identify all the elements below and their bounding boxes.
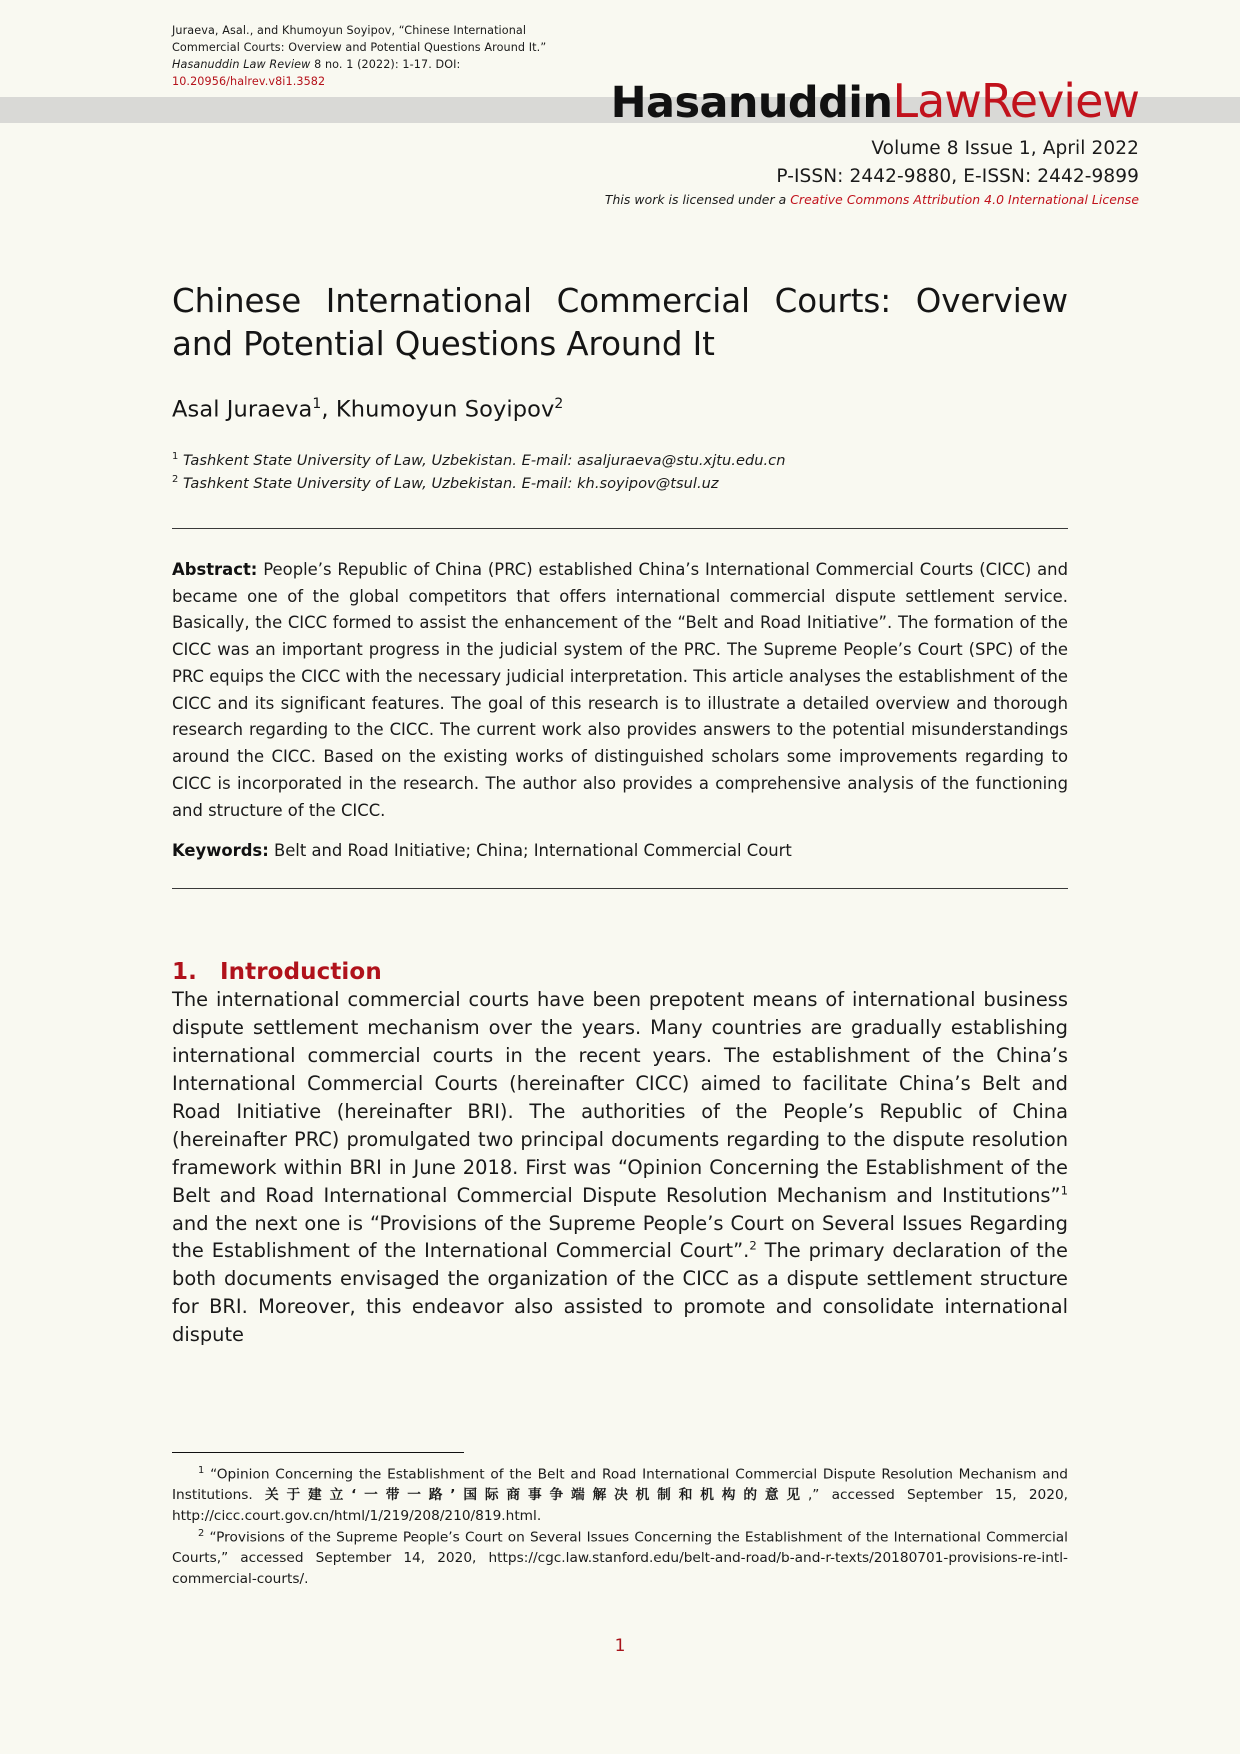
- issue-line: Volume 8 Issue 1, April 2022: [871, 138, 1139, 159]
- footnote-marker-1: 1: [198, 1465, 205, 1476]
- footnote-separator-rule: [172, 1452, 464, 1453]
- abstract-label: Abstract:: [172, 560, 258, 579]
- keywords-block: [172, 838, 1068, 864]
- footnote-item-1: [172, 1464, 1068, 1527]
- citation-line-1: Juraeva, Asal., and Khumoyun Soyipov, “Chinese International Commercial: [172, 24, 527, 55]
- citation-line-2-plain: Courts: Overview and Potential Questions Around It.”: [243, 41, 547, 55]
- footnote-2-text: “Provisions of the Supreme People’s Court on Several Issues Concerning the Establishment of the International Commercial Courts,” accessed September 14, 2020, https://cgc.law.stanford.edu/belt-and-road/b-and-r-texts/20180701-provisions-re-intl-commercial-courts/.: [172, 1529, 1068, 1588]
- article-title: Chinese International Commercial Courts: Overview and Potential Questions Around It: [172, 281, 1068, 364]
- author-name-1: Asal Juraeva: [172, 396, 313, 423]
- abstract-top-divider: [172, 528, 1068, 529]
- footnote-ref-2[interactable]: 2: [749, 1238, 757, 1253]
- affiliation-marker-2: 2: [172, 474, 179, 486]
- issn-line: P-ISSN: 2442-9880, E-ISSN: 2442-9899: [776, 166, 1139, 187]
- affiliation-marker-1: 1: [172, 451, 179, 463]
- intro-text-part-1: The international commercial courts have been prepotent means of international business dispute settlement mechanism over the years. Many countries are gradually establishing international commercial courts in the recent years. The establishment of the China’s International Commercial Courts (hereinafter CICC) aimed to facilitate China’s Belt and Road Initiative (hereinafter BRI). The authorities of the People’s Republic of China (hereinafter PRC) promulgated two principal documents regarding to the dispute resolution framework within BRI in June 2018. First was “Opinion Concerning the Establishment of the Belt and Road International Commercial Dispute Resolution Mechanism and Institutions”: [172, 988, 1068, 1207]
- author-marker-1: 1: [312, 396, 322, 412]
- affiliation-item: [172, 449, 1068, 472]
- author-list: Asal Juraeva$^1$, Khumoyun Soyipov$^2$: [172, 396, 564, 423]
- author-marker-2: 2: [554, 396, 564, 412]
- footnote-1-text-before: “Opinion Concerning the Establishment of the Belt and Road International Commercial Dispute Resolution Mechanism and Institutions.: [172, 1466, 1068, 1504]
- license-line: [605, 192, 1139, 207]
- author-name-2: Khumoyun Soyipov: [335, 396, 555, 423]
- intro-text-part-2: and the next one is “Provisions of the Supreme People’s Court on Several Issues Regarding the Establishment of the International Commercial Court”.: [172, 1211, 1068, 1263]
- footnote-ref-1[interactable]: 1: [1060, 1183, 1068, 1198]
- intro-text-part-3: The primary declaration of the both documents envisaged the organization of the CICC as a dispute settlement structure for BRI. Moreover, this endeavor also assisted to promote and consolidate international dispute: [172, 1239, 1068, 1347]
- keywords-label: Keywords:: [172, 841, 269, 860]
- affiliation-text-1: Tashkent State University of Law, Uzbekistan. E-mail: asaljuraeva@stu.xjtu.edu.cn: [183, 452, 786, 469]
- page-number: 1: [614, 1636, 626, 1656]
- doi-link[interactable]: 10.20956/halrev.v8i1.3582: [172, 75, 326, 89]
- citation-header: [172, 22, 572, 90]
- section-title: Introduction: [220, 959, 382, 986]
- keywords-text: Belt and Road Initiative; China; International Commercial Court: [273, 841, 792, 860]
- license-prefix: This work is licensed under a: [604, 192, 791, 207]
- affiliation-item: [172, 472, 1068, 495]
- citation-journal-name-cont: Review: [269, 58, 311, 72]
- citation-journal-name: Hasanuddin Law: [172, 58, 266, 72]
- section-heading-introduction: [172, 959, 1068, 985]
- footnote-item-2: [172, 1527, 1068, 1590]
- license-link[interactable]: Creative Commons Attribution 4.0 International License: [790, 192, 1139, 207]
- keywords-bottom-divider: [172, 888, 1068, 889]
- abstract-block: [172, 557, 1068, 824]
- footnote-marker-2: 2: [198, 1528, 205, 1540]
- affiliation-text-2: Tashkent State University of Law, Uzbekistan. E-mail: kh.soyipov@tsul.uz: [183, 475, 719, 493]
- section-number: 1.: [172, 959, 197, 986]
- masthead-hasanuddin: Hasanuddin: [610, 78, 893, 128]
- footnote-list: [172, 1464, 1068, 1590]
- abstract-text: People’s Republic of China (PRC) established China’s International Commercial Courts (CICC) and became one of the global competitors that offers international commercial dispute settlement service. Basically, the CICC formed to assist the enhancement of the “Belt and Road Initiative”. The formation of the CICC was an important progress in the judicial system of the PRC. The Supreme People’s Court (SPC) of the PRC equips the CICC with the necessary judicial interpretation. This article analyses the establishment of the CICC and its significant features. The goal of this research is to illustrate a detailed overview and thorough research regarding to the CICC. The current work also provides answers to the potential misunderstandings around the CICC. Based on the existing works of distinguished scholars some improvements regarding to CICC is incorporated in the research. The author also provides a comprehensive analysis of the functioning and structure of the CICC.: [172, 560, 1068, 820]
- introduction-paragraph: [172, 986, 1068, 1349]
- journal-masthead: [610, 74, 1139, 128]
- footnote-1-cjk-title: 关于建立‘一带一路’国际商事争端解决机制和机构的意见: [264, 1487, 808, 1504]
- citation-volume-pages: 8 no. 1 (2022): 1-17. DOI:: [310, 58, 461, 72]
- footnote-1-text-after: ,” accessed September 15, 2020, http://cicc.court.gov.cn/html/1/219/208/210/819.html.: [172, 1487, 1069, 1525]
- affiliation-list: [172, 449, 1068, 495]
- masthead-lawreview: LawReview: [892, 74, 1139, 128]
